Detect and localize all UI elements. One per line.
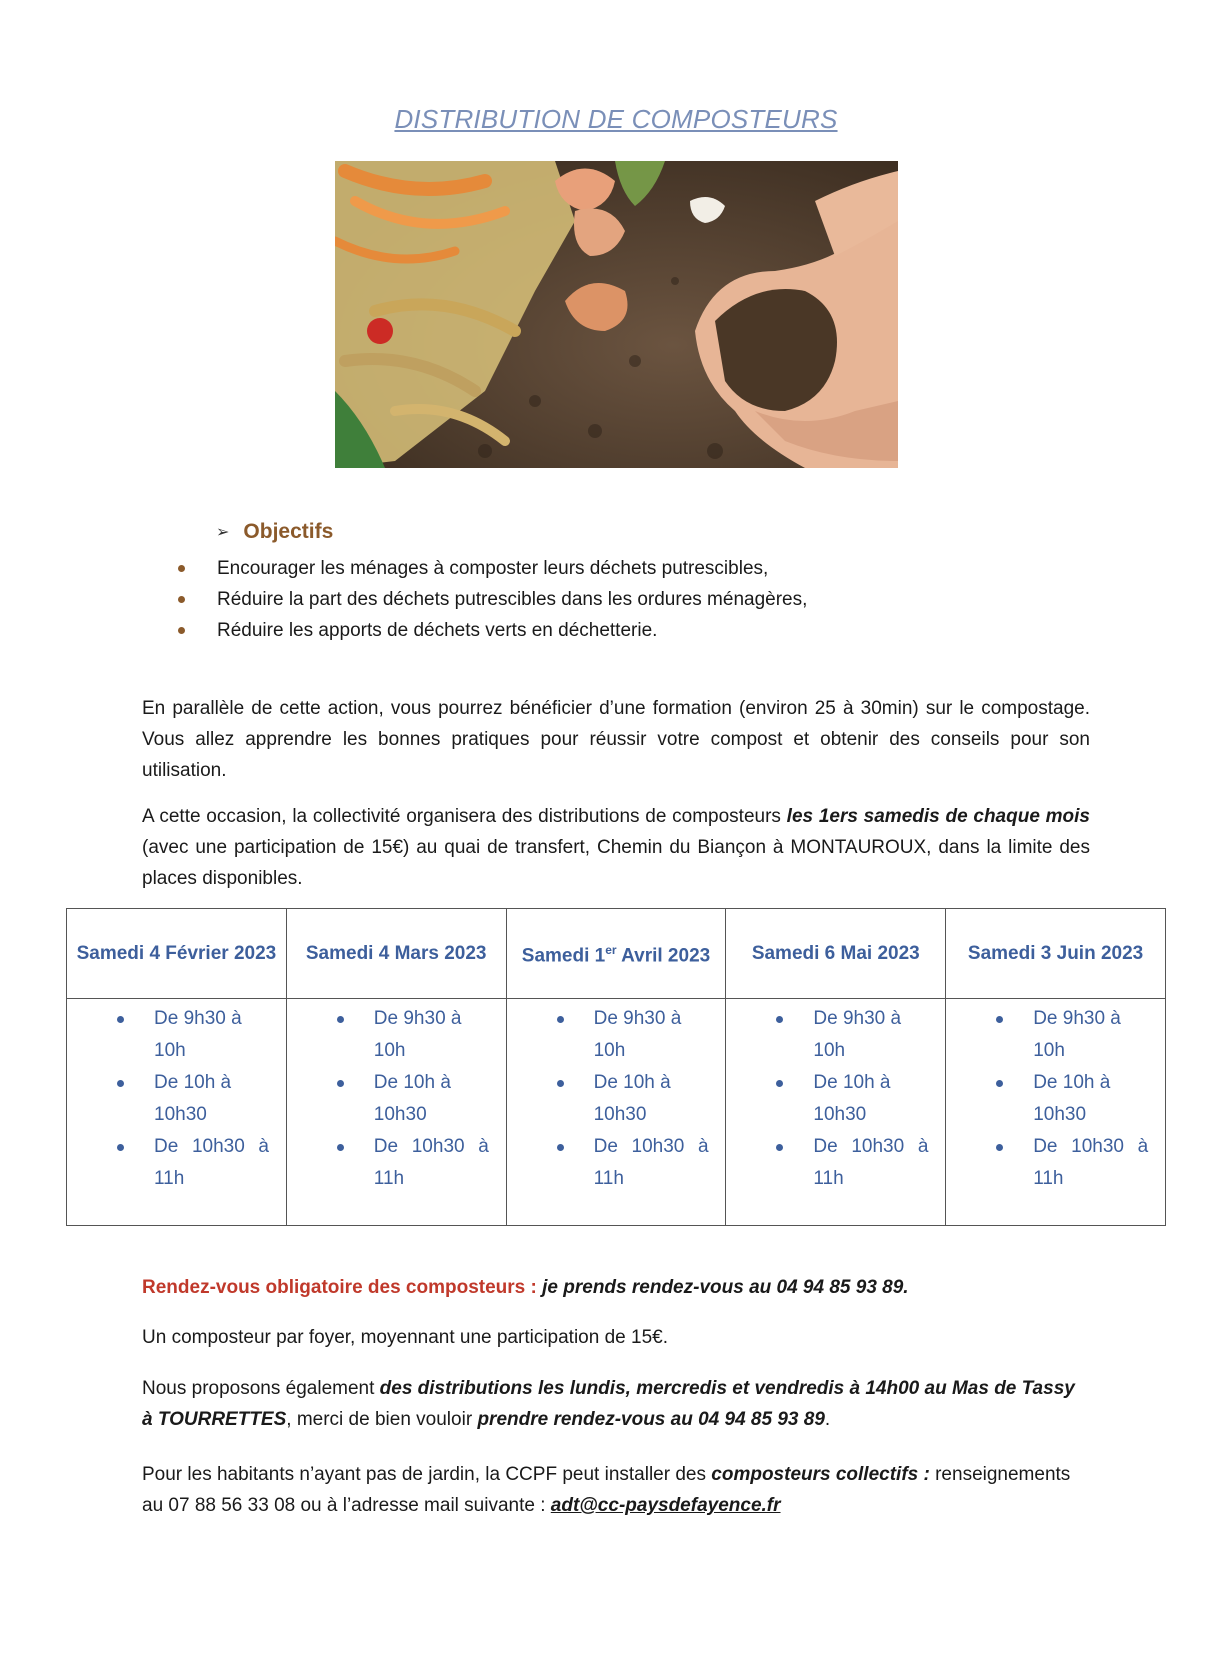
- bullet-icon: [117, 1016, 124, 1023]
- objectifs-heading: [216, 520, 333, 544]
- bullet-icon: [117, 1144, 124, 1151]
- bullet-icon: [996, 1144, 1003, 1151]
- bullet-icon: [557, 1144, 564, 1151]
- bullet-icon: [996, 1080, 1003, 1087]
- list-item: De 9h30 à 10h: [946, 1003, 1165, 1067]
- list-item: Réduire la part des déchets putrescibles dans les ordures ménagères,: [178, 584, 807, 615]
- formation-paragraph: En parallèle de cette action, vous pourrez bénéficier d’une formation (environ 25 à 30min) sur le compostage. Vous allez apprendre les bonnes pratiques pour réussir votre compost et obtenir des conseils pour son utilisation.: [142, 698, 1090, 781]
- objectifs-heading-text: Objectifs: [243, 520, 334, 543]
- email-link[interactable]: adt@cc-paysdefayence.fr: [550, 1495, 781, 1516]
- list-item: Réduire les apports de déchets verts en déchetterie.: [178, 615, 807, 646]
- bullet-icon: [178, 596, 185, 603]
- bullet-icon: [117, 1080, 124, 1087]
- list-item: De 10h à 10h30: [726, 1067, 945, 1131]
- list-item: De 10h30 à 11h: [507, 1131, 726, 1195]
- bullet-icon: [337, 1080, 344, 1087]
- slot-cell: [946, 999, 1166, 1226]
- list-item: De 9h30 à 10h: [67, 1003, 286, 1067]
- list-item: De 10h30 à 11h: [67, 1131, 286, 1195]
- date-header: Samedi 3 Juin 2023: [946, 909, 1166, 999]
- list-item: De 9h30 à 10h: [726, 1003, 945, 1067]
- date-header: Samedi 1er Avril 2023: [506, 909, 726, 999]
- list-item: De 9h30 à 10h: [287, 1003, 506, 1067]
- rdv-label: Rendez-vous obligatoire des composteurs :: [142, 1277, 537, 1298]
- compost-photo: [335, 161, 898, 468]
- bullet-icon: [557, 1080, 564, 1087]
- bullet-icon: [337, 1144, 344, 1151]
- distribution-paragraph: A cette occasion, la collectivité organisera des distributions de composteurs les 1ers samedis de chaque mois (avec une participation de 15€) au quai de transfert, Chemin du Biançon à MONTAUROUX, dans la limite des places disponibles.: [142, 806, 1090, 889]
- list-item: Encourager les ménages à composter leurs déchets putrescibles,: [178, 553, 807, 584]
- bullet-icon: [996, 1016, 1003, 1023]
- bullet-icon: [178, 627, 185, 634]
- bullet-icon: [337, 1016, 344, 1023]
- bullet-icon: [178, 565, 185, 572]
- arrow-bullet-icon: ➢: [216, 524, 230, 541]
- date-header: Samedi 4 Février 2023: [67, 909, 287, 999]
- table-row: [67, 999, 1166, 1226]
- date-header: Samedi 4 Mars 2023: [286, 909, 506, 999]
- bullet-icon: [557, 1016, 564, 1023]
- collectifs-paragraph: Pour les habitants n’ayant pas de jardin, la CCPF peut installer des composteurs collectifs : renseignements au 07 88 56 33 08 ou à l’adresse mail suivante : adt@cc-paysdefayence.fr: [142, 1464, 1071, 1516]
- date-header: Samedi 6 Mai 2023: [726, 909, 946, 999]
- foyer-paragraph: Un composteur par foyer, moyennant une participation de 15€.: [142, 1327, 668, 1348]
- list-item: De 10h30 à 11h: [946, 1131, 1165, 1195]
- schedule-table: [66, 908, 1166, 1226]
- list-item: De 10h à 10h30: [67, 1067, 286, 1131]
- rdv-line: [142, 1272, 909, 1303]
- tourrettes-paragraph: Nous proposons également des distributions les lundis, mercredis et vendredis à 14h00 au Mas de Tassy à TOURRETTES, merci de bien vouloir prendre rendez-vous au 04 94 85 93 89.: [142, 1378, 1075, 1430]
- list-item: De 10h30 à 11h: [287, 1131, 506, 1195]
- list-item: De 10h à 10h30: [946, 1067, 1165, 1131]
- objectifs-list: [178, 553, 807, 646]
- bullet-icon: [776, 1080, 783, 1087]
- table-header-row: [67, 909, 1166, 999]
- slot-cell: [67, 999, 287, 1226]
- page-title: DISTRIBUTION DE COMPOSTEURS: [394, 104, 838, 134]
- hands-holding-compost-icon: [335, 161, 898, 468]
- slot-cell: [286, 999, 506, 1226]
- slot-cell: [506, 999, 726, 1226]
- bullet-icon: [776, 1144, 783, 1151]
- list-item: De 10h à 10h30: [507, 1067, 726, 1131]
- list-item: De 10h à 10h30: [287, 1067, 506, 1131]
- list-item: De 10h30 à 11h: [726, 1131, 945, 1195]
- rdv-text: je prends rendez-vous au 04 94 85 93 89.: [542, 1277, 909, 1298]
- bullet-icon: [776, 1016, 783, 1023]
- slot-cell: [726, 999, 946, 1226]
- list-item: De 9h30 à 10h: [507, 1003, 726, 1067]
